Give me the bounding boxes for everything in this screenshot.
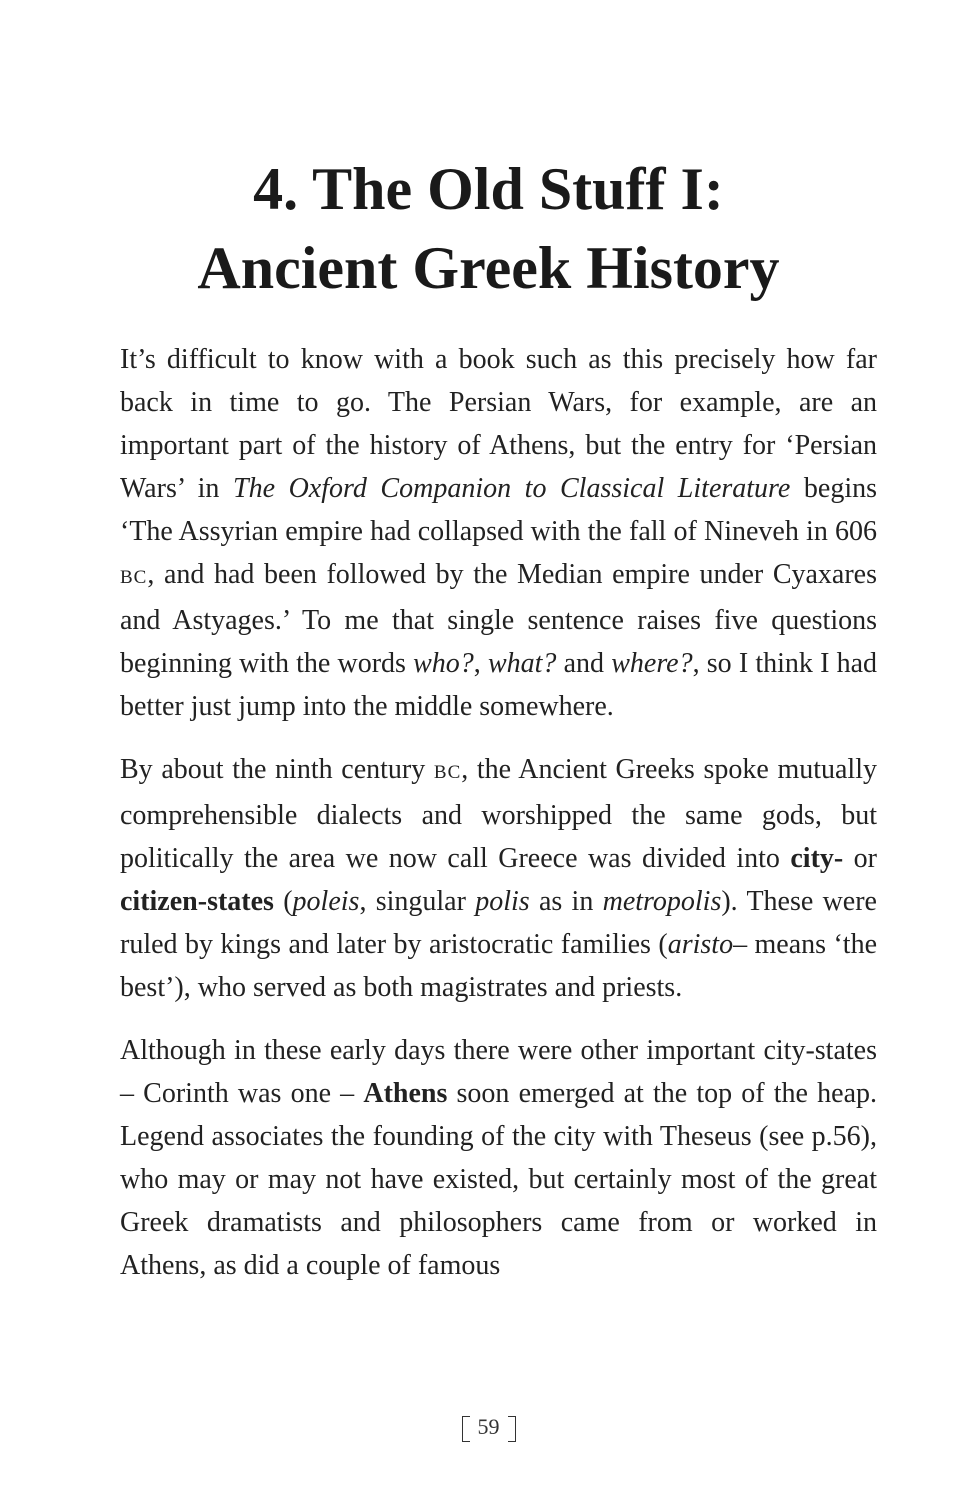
text-run: ). These were ruled by kings and later by aristocratic families ( [120,886,877,960]
chapter-title-line-2: Ancient Greek History [197,235,780,301]
left-bracket-icon [462,1416,470,1442]
paragraph-2 [120,748,877,1009]
right-bracket-icon [508,1416,516,1442]
text-run: as in [529,886,603,917]
italic-word: polis [475,886,530,917]
text-run: , singular [359,886,476,917]
text-run: Although in these early days there were other important city-states – Corinth was one – [120,1035,877,1109]
bold-term: citizen-states [120,886,274,917]
book-title: The Oxford Companion to Classical Literature [233,473,791,504]
text-run: or [843,843,877,874]
text-run: By about the ninth century [120,754,434,785]
era-abbreviation: BC [120,567,148,588]
text-run: , [473,648,488,679]
italic-word: what? [487,648,557,679]
text-run: It’s difficult to know with a book such as this precisely how far back in time to go. The Persian Wars, for example, are an important part of the history of Athens, but the entry for ‘Persian Wars’ in [120,344,877,504]
text-run: , so I think I had better just jump into the middle somewhere. [120,648,877,722]
text-run: , and had been followed by the Median empire under Cyaxares and Astyages.’ To me that single sentence raises five questions beginning with the words [120,559,877,679]
body-text [120,338,877,1307]
page-number [0,1414,977,1442]
chapter-title [0,150,977,308]
chapter-title-line-1: 4. The Old Stuff I: [253,156,724,222]
italic-word: where? [611,648,693,679]
text-run: soon emerged at the top of the heap. Legend associates the founding of the city with Theseus (see p.56), who may or may not have existed, but certainly most of the great Greek dramatists and philosophers came from or worked in Athens, as did a couple of famous [120,1078,878,1281]
era-abbreviation: BC [433,762,462,783]
italic-word: who? [413,648,474,679]
bold-term: city- [790,843,844,874]
text-run: begins ‘The Assyrian empire had collapsed with the fall of Nineveh in 606 [120,473,877,547]
italic-word: aristo– [667,929,748,960]
italic-word: metropolis [602,886,722,917]
bold-term: Athens [363,1078,448,1109]
text-run: ( [273,886,293,917]
page-number-value: 59 [477,1414,500,1439]
italic-word: poleis [292,886,360,917]
paragraph-3 [120,1029,877,1287]
text-run: , the Ancient Greeks spoke mutually comprehensible dialects and worshipped the same gods, but politically the area we now call Greece was divided into [120,754,877,874]
text-run: and [556,648,612,679]
text-run: means ‘the best’), who served as both magistrates and priests. [120,929,878,1003]
paragraph-1 [120,338,877,728]
